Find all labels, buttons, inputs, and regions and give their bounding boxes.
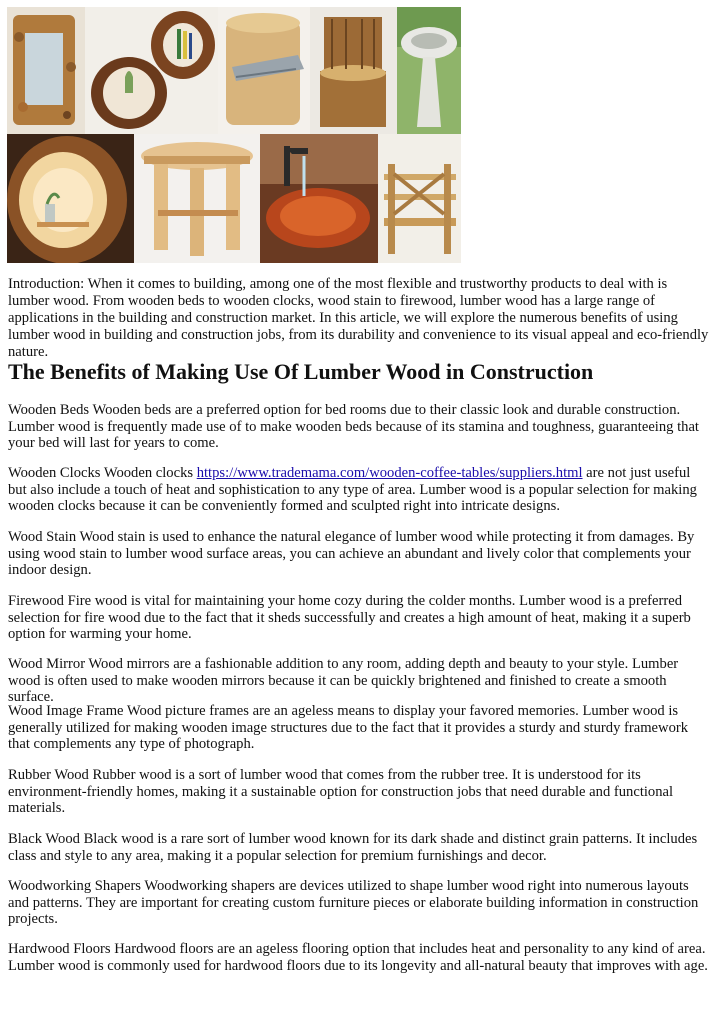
section-hardwood-floors: Hardwood Floors Hardwood floors are an ageless flooring option that includes heat and personality to any kind of area. Lumber wood is commonly used for hardwood floors due to its longevity and all-natural beauty that improves with age. [8,941,708,974]
wood-products-collage [7,7,461,134]
wood-shelves-image [85,7,218,134]
section-wooden-clocks [8,465,710,515]
supplier-link[interactable]: https://www.trademama.com/wooden-coffee-tables/suppliers.html [196,465,583,481]
section-wooden-clocks-intro: Wooden Clocks Wooden clocks [8,465,197,481]
section-wooden-clocks-rest: are not just useful but also include a touch of heat and sophistication to any type of area. Lumber wood is a popular selection for making wooden clocks because it can be conveniently formed and sculpted right into intricate designs. [8,465,697,514]
section-wood-stain: Wood Stain Wood stain is used to enhance the natural elegance of lumber wood while protecting it from damages. By using wood stain to lumber wood surface areas, you can achieve an abundant and lively color that complements your indoor design. [8,529,695,578]
log-table-image [134,134,260,263]
page-title: The Benefits of Making Use Of Lumber Wood in Construction [8,359,594,384]
section-woodworking-shapers: Woodworking Shapers Woodworking shapers are devices utilized to shape lumber wood right into numerous layouts and patterns. They are important for creating custom furniture pieces or elaborate building information in construction projects. [8,878,699,927]
section-wood-mirror: Wood Mirror Wood mirrors are a fashionable addition to any room, adding depth and beauty to your style. Lumber wood is often used to make wooden mirrors because it can be quickly brightened and finished to create a smooth surface. [8,656,679,705]
section-rubber-wood: Rubber Wood Rubber wood is a sort of lumber wood that comes from the rubber tree. It is understood for its environment-friendly homes, making it a sustainable option for construction jobs that need durable and functional materials. [8,767,674,816]
section-firewood: Firewood Fire wood is vital for maintaining your home cozy during the colder months. Lumber wood is a preferred selection for fire wood due to the fact that it sheds successfully and creates a high amount of heat, making it a superb option for warming your home. [8,593,691,642]
wood-products-collage-row-2 [7,134,461,263]
section-wood-image-frame: Wood Image Frame Wood picture frames are an ageless means to display your favored memories. Lumber wood is generally utilized for making wooden image structures due to the fact that it provides a sturdy and sturdy framework that complements any type of photograph. [8,703,689,752]
tire-tree-planter-image [397,7,461,134]
log-mirror-image [7,7,85,134]
section-wooden-beds: Wooden Beds Wooden beds are a preferred option for bed rooms due to their classic look and durable construction. Lumber wood is frequently made use of to make wooden beds because of its stamina and toughness, guaranteeing that your bed will last for years to come. [8,402,699,451]
wood-sink-image [260,134,378,263]
log-chair-image [310,7,397,134]
stump-table-image [218,7,310,134]
log-slice-shelf-image [7,134,134,263]
intro-paragraph: Introduction: When it comes to building, among one of the most flexible and trustworthy products to deal with is lumber wood. From wooden beds to wooden clocks, wood stain to firewood, lumber wood has a large range of applications in the building and construction market. In this article, we will explore the numerous benefits of using lumber wood in building and construction jobs, from its durability and convenience to its visual appeal and eco-friendly nature. [8,276,709,360]
section-black-wood: Black Wood Black wood is a rare sort of lumber wood known for its dark shade and distinct grain patterns. It includes class and style to any area, making it a popular selection for premium furnishings and decor. [8,831,698,864]
log-bench-image [378,134,461,263]
